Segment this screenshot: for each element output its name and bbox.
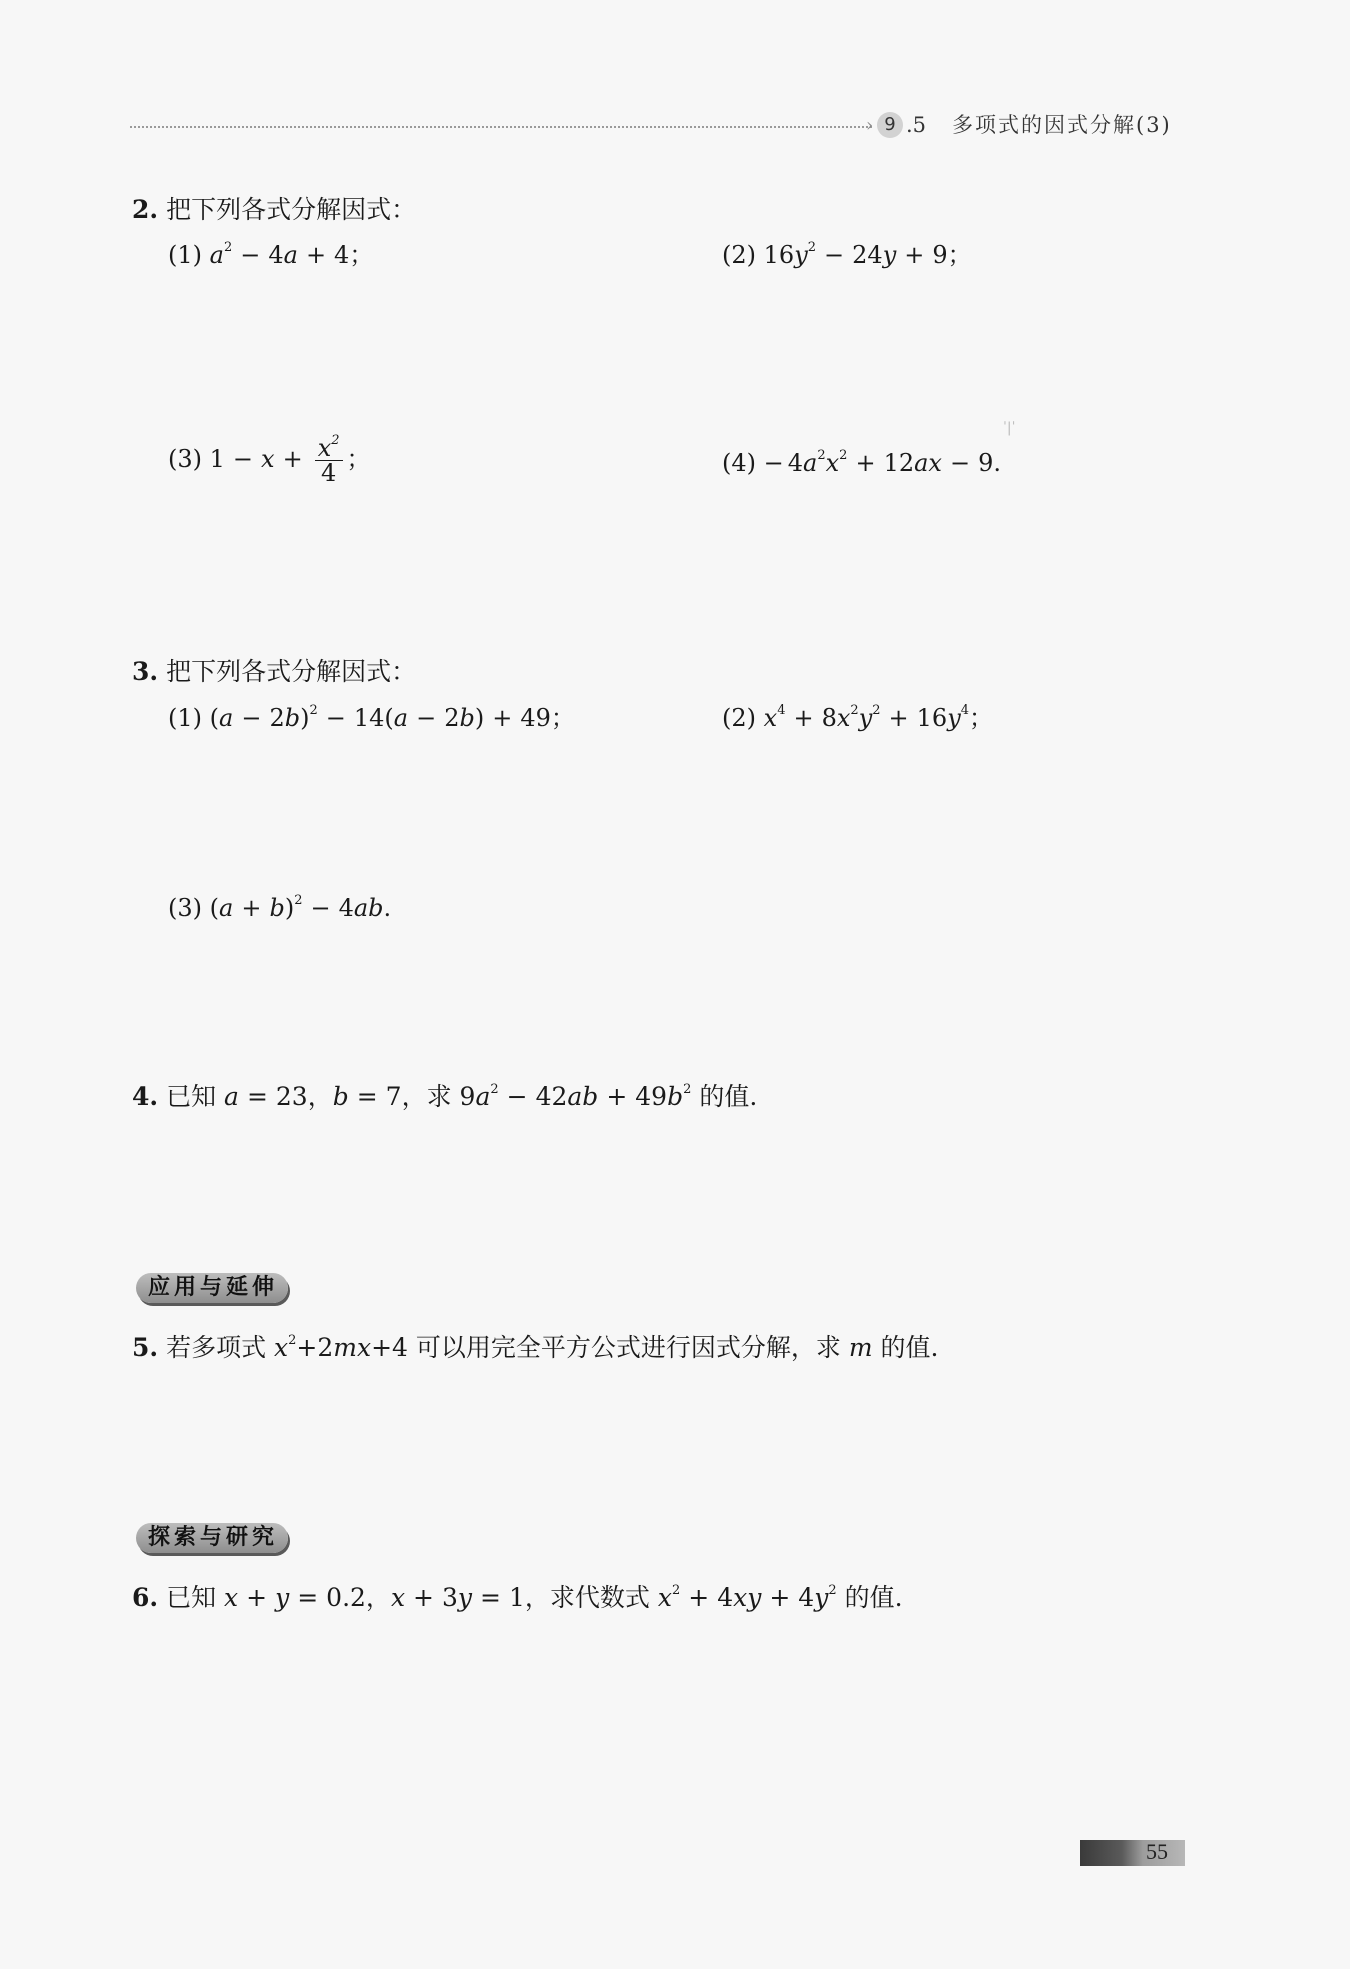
- pencil-mark: ˈ|ˈ: [1003, 420, 1016, 436]
- arrow-icon: ›: [866, 115, 874, 136]
- q3-item-2: [722, 701, 993, 735]
- item-label: (3): [168, 894, 202, 922]
- question-4: [132, 1080, 757, 1114]
- item-label: (2): [722, 241, 756, 269]
- question-text: 若多项式: [166, 1333, 267, 1362]
- item-expression: $a^2 - 4a + 4$；: [209, 240, 374, 269]
- question-6: [132, 1581, 903, 1615]
- q2-item-3: [168, 433, 371, 487]
- question-text: 的值.: [844, 1583, 903, 1612]
- math-condition: a = 23，b = 7，: [224, 1082, 427, 1111]
- question-5: [132, 1331, 939, 1365]
- item-expression: $16y^2 - 24y + 9$；: [763, 240, 972, 269]
- section-title: 多项式的因式分解(3): [952, 113, 1172, 137]
- section-tag-apply: 应用与延伸: [136, 1273, 288, 1303]
- question-prompt: 把下列各式分解因式：: [166, 657, 417, 686]
- page-number: 55: [1146, 1839, 1168, 1864]
- question-text: 求: [426, 1082, 452, 1111]
- item-label: (1): [168, 241, 202, 269]
- header-dotted-rule: [130, 126, 872, 128]
- question-text: 的值.: [699, 1082, 758, 1111]
- item-label: (2): [722, 704, 756, 732]
- question-number: 5.: [132, 1333, 159, 1362]
- section-number: .5: [906, 113, 927, 137]
- question-text: 的值.: [880, 1333, 939, 1362]
- question-number: 4.: [132, 1082, 159, 1111]
- math-expression: $9a^2 - 42ab + 49b^2$: [459, 1082, 692, 1111]
- q2-item-2: [722, 238, 972, 272]
- chapter-badge: 9: [877, 112, 903, 138]
- question-3: [132, 655, 416, 689]
- item-label: (1): [168, 704, 202, 732]
- question-text: 可以用完全平方公式进行因式分解，求: [415, 1333, 841, 1362]
- math-expression: $x^2+2mx+4$: [274, 1333, 408, 1362]
- math-condition: x + y = 0.2，x + 3y = 1，: [224, 1583, 550, 1612]
- item-expression: $(a - 2b)^2 - 14(a - 2b) + 49$；: [209, 703, 575, 732]
- question-text: 求代数式: [549, 1583, 650, 1612]
- question-number: 3.: [132, 657, 159, 686]
- page-number-bar: [1080, 1840, 1185, 1866]
- question-2: [132, 193, 416, 227]
- question-number: 6.: [132, 1583, 159, 1612]
- item-label: (3): [168, 445, 202, 473]
- fraction: $\frac{x^2}{4}$: [315, 436, 343, 485]
- q2-item-4: [722, 446, 1001, 480]
- math-variable: m: [848, 1333, 873, 1362]
- item-expression: $(a + b)^2 - 4ab$.: [209, 893, 392, 922]
- question-prompt: 把下列各式分解因式：: [166, 195, 417, 224]
- q3-item-1: [168, 701, 575, 735]
- section-tag-explore: 探索与研究: [136, 1523, 288, 1553]
- item-label: (4): [722, 449, 756, 477]
- math-expression: $x^2 + 4xy + 4y^2$: [657, 1583, 837, 1612]
- question-number: 2.: [132, 195, 159, 224]
- q2-item-1: [168, 238, 373, 272]
- item-expression: $x^4 + 8x^2y^2 + 16y^4$；: [763, 703, 994, 732]
- item-expression: − $4a^2x^2 + 12ax - 9$.: [763, 448, 1001, 477]
- item-expression: 1 − x + $\frac{x^2}{4}$ ；: [209, 433, 371, 487]
- question-text: 已知: [166, 1082, 217, 1111]
- question-text: 已知: [166, 1583, 217, 1612]
- q3-item-3: [168, 891, 391, 925]
